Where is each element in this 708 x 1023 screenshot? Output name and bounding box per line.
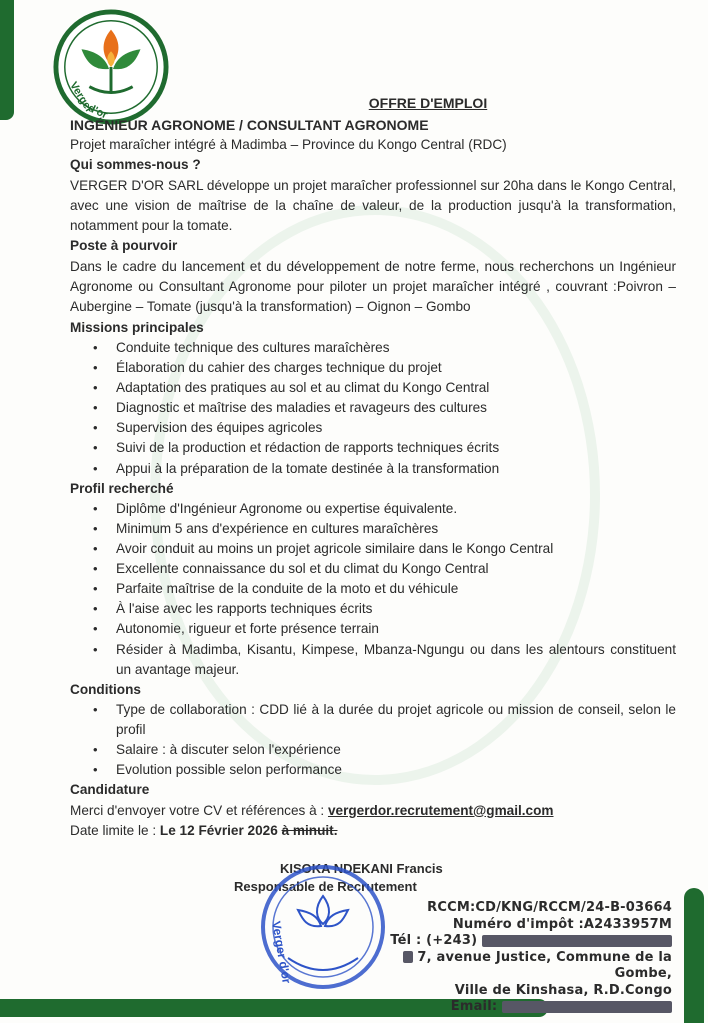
company-info-block [342, 900, 672, 1016]
decorative-bar-right [684, 888, 704, 1023]
missions-heading: Missions principales [70, 319, 204, 335]
svg-text:Verger: Verger [67, 79, 96, 115]
svg-text:Verger d'or: Verger d'or [269, 920, 294, 985]
application-text [70, 801, 676, 821]
about-text: VERGER D'OR SARL développe un projet maraîcher professionnel sur 20ha dans le Kongo Central, avec une vision de maîtrise de la chaîne de valeur, de la production jusqu'à la transformation, notamment pour la tomate. [70, 177, 676, 234]
offer-title: OFFRE D'EMPLOI [368, 95, 488, 111]
job-title: INGÉNIEUR AGRONOME / CONSULTANT AGRONOME [70, 117, 429, 133]
list-item: • À l'aise avec les rapports techniques écrits [70, 599, 676, 619]
redacted-phone [482, 935, 672, 947]
list-item: • Suivi de la production et rédaction de rapports techniques écrits [70, 438, 676, 458]
list-item: • Autonomie, rigueur et forte présence terrain [70, 619, 676, 639]
deadline-line [70, 821, 676, 841]
address-line-2: Ville de Kinshasa, R.D.Congo [454, 982, 672, 998]
application-heading: Candidature [70, 782, 150, 798]
list-item: • Élaboration du cahier des charges technique du projet [70, 358, 676, 378]
rccm-number: RCCM:CD/KNG/RCCM/24-B-03664 [427, 900, 672, 915]
profile-list [70, 499, 676, 680]
list-item: • Diplôme d'Ingénieur Agronome ou expertise équivalente. [70, 499, 676, 519]
list-item: • Type de collaboration : CDD lié à la durée du projet agricole ou mission de conseil, selon le profil [70, 700, 676, 740]
list-item: • Appui à la préparation de la tomate destinée à la transformation [70, 459, 676, 479]
application-instruction: Merci d'envoyer votre CV et références à : [70, 802, 325, 818]
list-item: • Minimum 5 ans d'expérience en cultures maraîchères [70, 519, 676, 539]
phone-line [342, 933, 672, 950]
address-street: 7, avenue Justice, Commune de la Gombe, [417, 949, 672, 981]
list-item: • Supervision des équipes agricoles [70, 418, 676, 438]
list-item: • Résider à Madimba, Kisantu, Kimpese, Mbanza-Ngungu ou dans les alentours constituent un avantage majeur. [70, 640, 676, 680]
email-line [342, 999, 672, 1016]
email-label: Email: [450, 999, 498, 1014]
position-heading: Poste à pourvoir [70, 238, 178, 254]
svg-text:d'or: d'or [86, 102, 110, 122]
list-item: • Parfaite maîtrise de la conduite de la moto et du véhicule [70, 579, 676, 599]
list-item: • Conduite technique des cultures maraîchères [70, 338, 676, 358]
redacted-email [502, 1001, 672, 1013]
job-offer-document [70, 93, 676, 841]
signatory-role: Responsable de Recrutement [234, 879, 417, 894]
list-item: • Excellente connaissance du sol et du climat du Kongo Central [70, 559, 676, 579]
deadline-label: Date limite le : [70, 823, 157, 839]
about-heading: Qui sommes-nous ? [70, 157, 201, 173]
list-item: • Evolution possible selon performance [70, 760, 676, 780]
list-item: • Adaptation des pratiques au sol et au climat du Kongo Central [70, 378, 676, 398]
profile-heading: Profil recherché [70, 480, 174, 496]
address-line-1 [342, 950, 672, 983]
signatory-name: KISOKA NDEKANI Francis [280, 861, 443, 876]
project-line: Projet maraîcher intégré à Madimba – Province du Kongo Central (RDC) [70, 137, 507, 152]
deadline-date: Le 12 Février 2026 [159, 823, 278, 839]
redacted-address-number [403, 951, 413, 963]
tax-id: Numéro d'impôt :A2433957M [452, 916, 672, 932]
application-email-link[interactable]: vergerdor.recrutement@gmail.com [327, 802, 554, 818]
list-item: • Avoir conduit au moins un projet agricole similaire dans le Kongo Central [70, 539, 676, 559]
list-item: • Salaire : à discuter selon l'expérience [70, 740, 676, 760]
list-item: • Diagnostic et maîtrise des maladies et ravageurs des cultures [70, 398, 676, 418]
missions-list [70, 338, 676, 479]
conditions-heading: Conditions [70, 681, 141, 697]
phone-prefix: Tél : (+243) [390, 933, 478, 948]
position-text: Dans le cadre du lancement et du développement de notre ferme, nous recherchons un Ingénieur Agronome ou Consultant Agronome pour piloter un projet maraîcher intégré , couvrant :Poivron – Aubergine – Tomate (jusqu'à la transformation) – Oignon – Gombo [70, 258, 676, 315]
deadline-time: à minuit. [281, 823, 338, 839]
decorative-bar-left [0, 0, 14, 120]
conditions-list [70, 700, 676, 780]
